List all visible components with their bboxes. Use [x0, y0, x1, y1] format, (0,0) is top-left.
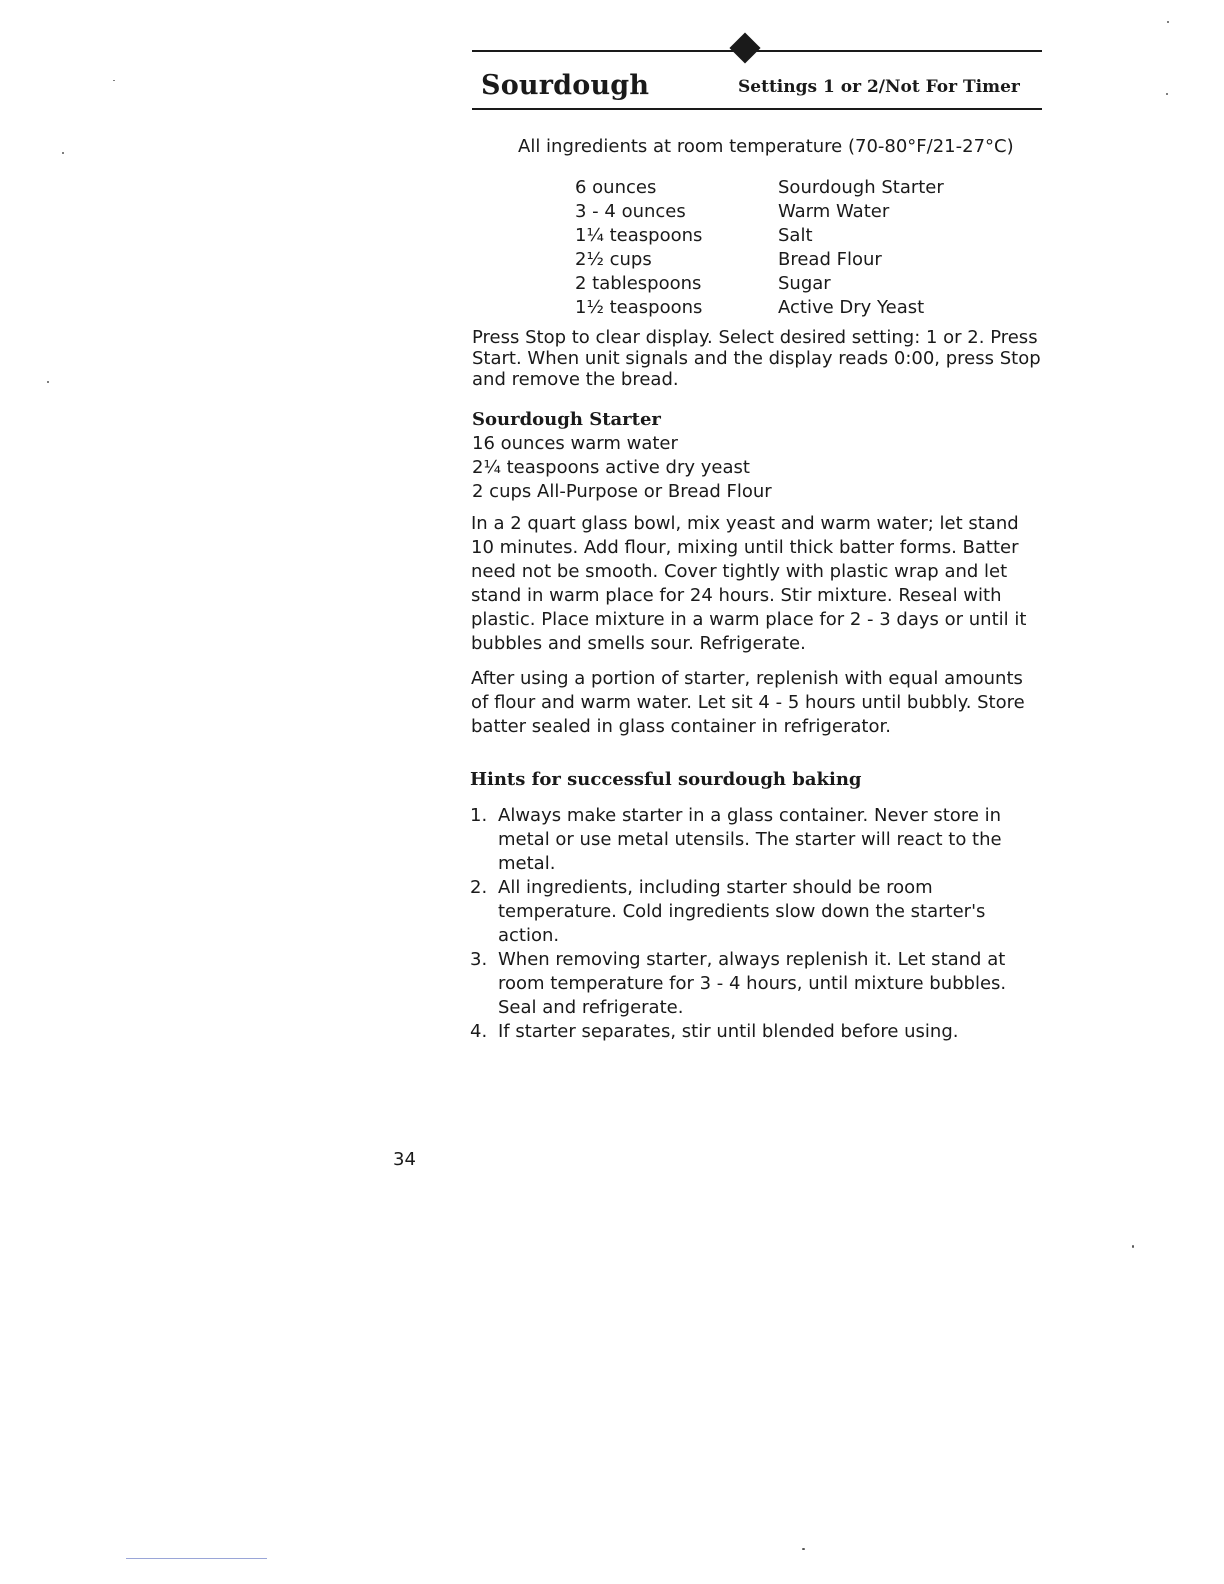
- ingredient-quantity: 2½ cups: [575, 249, 652, 270]
- starter-ingredient-list: [472, 432, 772, 504]
- hints-list: [470, 804, 1045, 1044]
- header-rule-bottom: [472, 108, 1042, 110]
- ingredient-row: [575, 296, 944, 320]
- hint-text: When removing starter, always replenish it. Let stand at room temperature for 3 - 4 hours, until mixture bubbles. Seal and refrigerate.: [498, 949, 1007, 1018]
- ingredient-quantity: 6 ounces: [575, 177, 657, 198]
- hint-number: 4.: [470, 1021, 488, 1042]
- hint-number: 1.: [470, 805, 488, 826]
- page-title: Sourdough: [481, 70, 650, 101]
- scan-speck: [113, 80, 115, 81]
- ingredient-name: Active Dry Yeast: [778, 297, 925, 318]
- ingredient-quantity: 1¼ teaspoons: [575, 225, 703, 246]
- hints-heading: Hints for successful sourdough baking: [470, 769, 862, 790]
- settings-label: Settings 1 or 2/Not For Timer: [738, 77, 1020, 97]
- ingredient-name: Warm Water: [778, 201, 890, 222]
- ingredient-row: [575, 248, 944, 272]
- scan-speck: [1167, 21, 1169, 23]
- ingredient-row: [575, 200, 944, 224]
- ingredient-name: Bread Flour: [778, 249, 882, 270]
- hint-number: 2.: [470, 877, 488, 898]
- ingredients-table: [575, 176, 944, 320]
- scan-speck: [47, 381, 49, 383]
- ingredient-quantity: 2 tablespoons: [575, 273, 702, 294]
- ingredient-row: [575, 272, 944, 296]
- scan-speck: [802, 1548, 805, 1550]
- starter-paragraph-2: After using a portion of starter, replenish with equal amounts of flour and warm water. Let sit 4 - 5 hours until bubbly. Store batter sealed in glass container in refrigerator.: [471, 668, 1025, 737]
- ingredient-quantity: 1½ teaspoons: [575, 297, 703, 318]
- hint-text: Always make starter in a glass container. Never store in metal or use metal utensils. The starter will react to the metal.: [498, 805, 1002, 874]
- ingredient-row: [575, 176, 944, 200]
- starter-paragraph-1: In a 2 quart glass bowl, mix yeast and warm water; let stand 10 minutes. Add flour, mixing until thick batter forms. Batter need not be smooth. Cover tightly with plastic wrap and let stand in warm place for 24 hours. Stir mixture. Reseal with plastic. Place mixture in a warm place for 2 - 3 days or until it bubbles and smells sour. Refrigerate.: [471, 513, 1027, 654]
- hint-item: [470, 804, 1045, 876]
- hint-text: If starter separates, stir until blended before using.: [498, 1021, 959, 1042]
- ingredient-name: Salt: [778, 225, 813, 246]
- scan-edge-line: [126, 1558, 267, 1559]
- hint-item: [470, 948, 1045, 1020]
- ingredient-name: Sourdough Starter: [778, 177, 944, 198]
- intro-text: All ingredients at room temperature (70-80°F/21-27°C): [518, 136, 1014, 157]
- list-item: 2 cups All-Purpose or Bread Flour: [472, 481, 772, 502]
- scan-speck: [1132, 1245, 1134, 1248]
- hint-item: [470, 876, 1045, 948]
- ingredient-row: [575, 224, 944, 248]
- instructions-text: Press Stop to clear display. Select desired setting: 1 or 2. Press Start. When unit signals and the display reads 0:00, press Stop and remove the bread.: [472, 327, 1041, 390]
- list-item: 16 ounces warm water: [472, 433, 678, 454]
- diamond-ornament-icon: [729, 32, 760, 63]
- ingredient-name: Sugar: [778, 273, 831, 294]
- hint-number: 3.: [470, 949, 488, 970]
- scan-speck: [62, 152, 64, 154]
- list-item: 2¼ teaspoons active dry yeast: [472, 457, 750, 478]
- scan-speck: [1166, 93, 1168, 95]
- starter-heading: Sourdough Starter: [472, 409, 661, 430]
- ingredient-quantity: 3 - 4 ounces: [575, 201, 686, 222]
- page-number: 34: [393, 1149, 416, 1170]
- hint-item: [470, 1020, 1045, 1044]
- hint-text: All ingredients, including starter should be room temperature. Cold ingredients slow down the starter's action.: [498, 877, 986, 946]
